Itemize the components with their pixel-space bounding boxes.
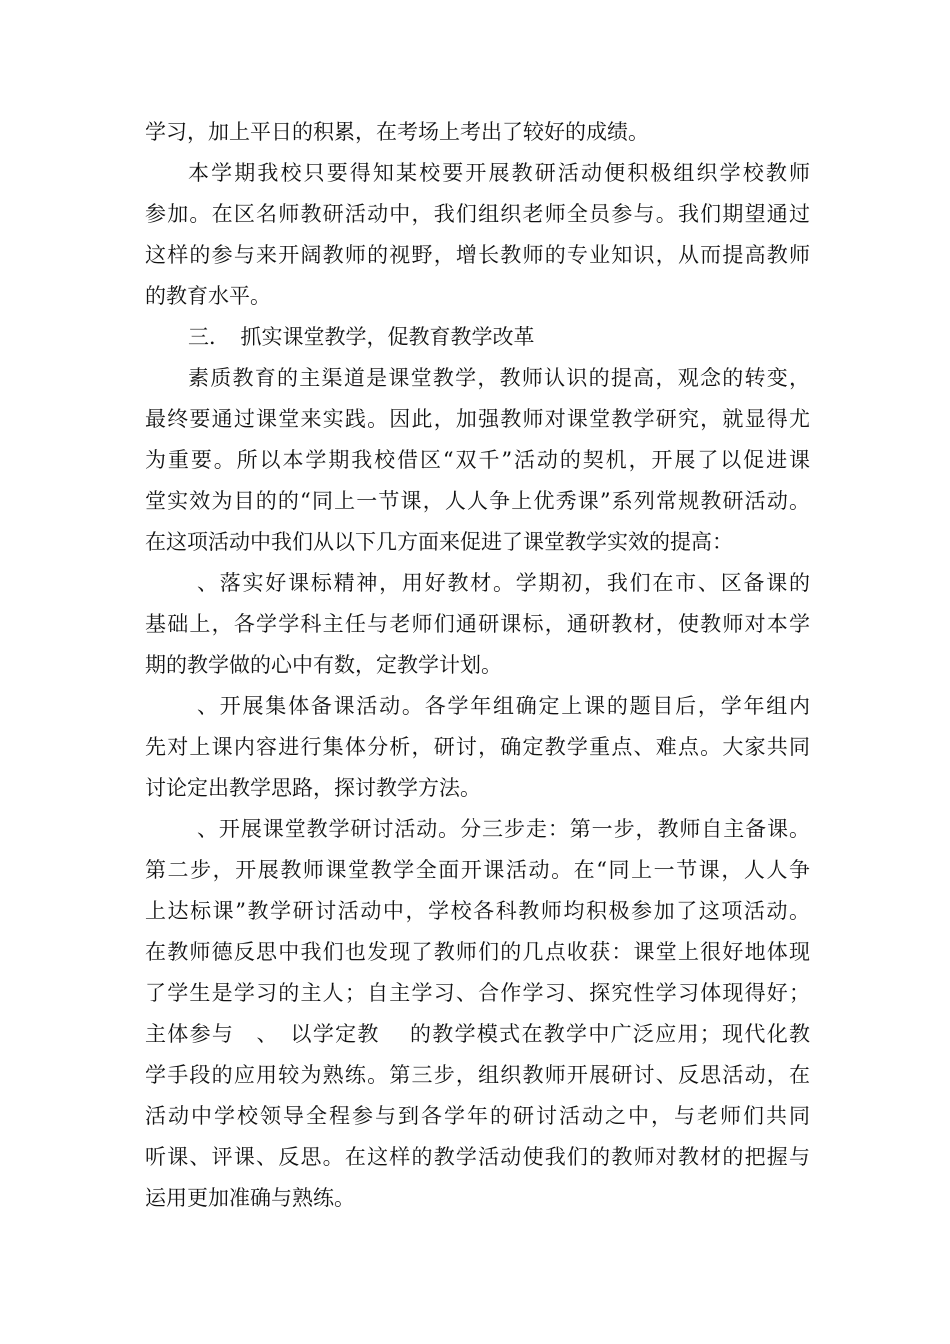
list-item-first-line: 、落实好课标精神，用好教材。学期初，我们在市、区备课的 [197, 571, 810, 595]
text-line: 了学生是学习的主人；自主学习、合作学习、探究性学习体现得好； [145, 981, 810, 1005]
paragraph-first-line: 素质教育的主渠道是课堂教学，教师认识的提高，观念的转变， [188, 366, 810, 390]
text-line: 学手段的应用较为熟练。第三步，组织教师开展研讨、反思活动，在 [145, 1063, 810, 1087]
text-line: 第二步，开展教师课堂教学全面开课活动。在“同上一节课，人人争 [145, 858, 810, 882]
text-line: 学习，加上平日的积累，在考场上考出了较好的成绩。 [145, 120, 649, 144]
text-line: 讨论定出教学思路，探讨教学方法。 [145, 776, 481, 800]
text-line: 这样的参与来开阔教师的视野，增长教师的专业知识，从而提高教师 [145, 243, 810, 267]
paragraph-first-line: 本学期我校只要得知某校要开展教研活动便积极组织学校教师 [188, 161, 810, 185]
document-body [145, 112, 810, 1219]
text-line: 在教师德反思中我们也发现了教师们的几点收获：课堂上很好地体现 [145, 940, 810, 964]
text-line: 听课、评课、反思。在这样的教学活动使我们的教师对教材的把握与 [145, 1145, 810, 1169]
text-line: 的教育水平。 [145, 284, 271, 308]
section-heading: 三． 抓实课堂教学，促教育教学改革 [188, 325, 535, 349]
text-line: 参加。在区名师教研活动中，我们组织老师全员参与。我们期望通过 [145, 202, 810, 226]
text-line: 最终要通过课堂来实践。因此，加强教师对课堂教学研究，就显得尤 [145, 407, 810, 431]
text-line: 基础上，各学学科主任与老师们通研课标，通研教材，使教师对本学 [145, 612, 810, 636]
text-line: 上达标课”教学研讨活动中，学校各科教师均积极参加了这项活动。 [145, 899, 810, 923]
list-item-first-line: 、开展课堂教学研讨活动。分三步走：第一步，教师自主备课。 [197, 817, 810, 841]
text-line: 期的教学做的心中有数，定教学计划。 [145, 653, 502, 677]
text-line: 先对上课内容进行集体分析，研讨，确定教学重点、难点。大家共同 [145, 735, 810, 759]
list-item-first-line: 、开展集体备课活动。各学年组确定上课的题目后，学年组内 [197, 694, 810, 718]
text-line: 主体参与 、 以学定教 的教学模式在教学中广泛应用；现代化教 [145, 1022, 810, 1046]
text-line: 运用更加准确与熟练。 [145, 1186, 355, 1210]
text-line: 堂实效为目的的“同上一节课，人人争上优秀课”系列常规教研活动。 [145, 489, 810, 513]
text-line: 在这项活动中我们从以下几方面来促进了课堂教学实效的提高： [145, 530, 733, 554]
text-line: 为重要。所以本学期我校借区“双千”活动的契机，开展了以促进课 [145, 448, 810, 472]
text-line: 活动中学校领导全程参与到各学年的研讨活动之中，与老师们共同 [145, 1104, 810, 1128]
